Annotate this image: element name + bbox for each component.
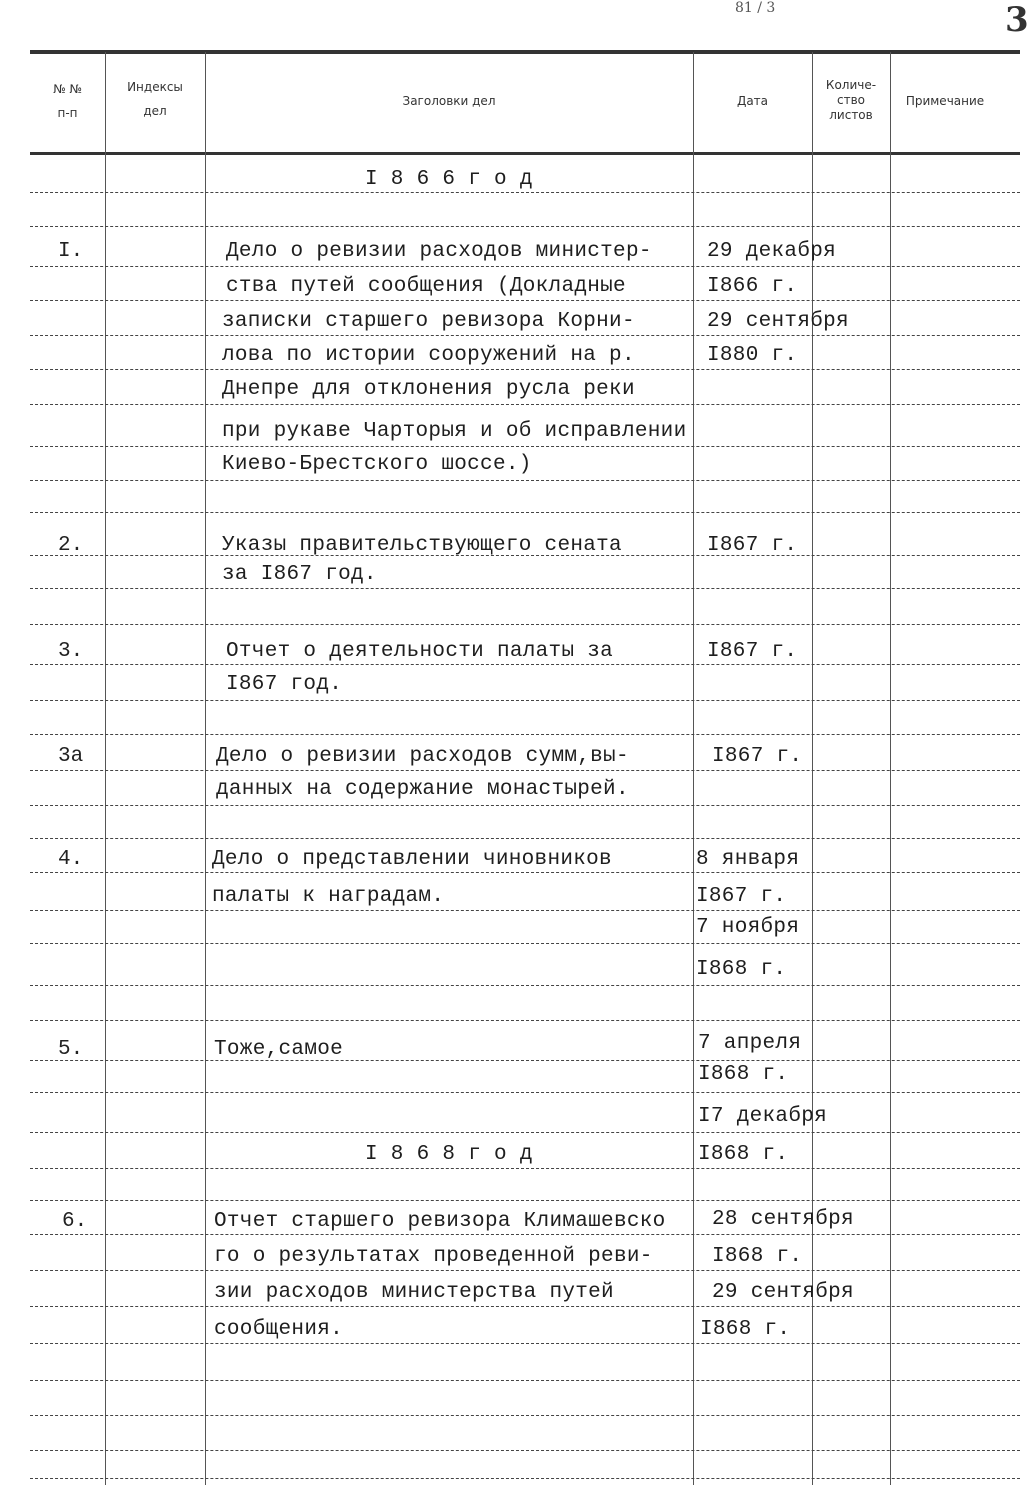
entry-title-line: Отчет о деятельности палаты за xyxy=(226,640,614,663)
entry-date: I868 г. xyxy=(698,1063,789,1086)
row-rule xyxy=(30,266,1020,267)
row-rule xyxy=(30,872,1020,873)
entry-number: 2. xyxy=(58,534,84,557)
header-bottom-rule xyxy=(30,152,1020,155)
row-rule xyxy=(30,192,1020,193)
row-rule xyxy=(30,1380,1020,1381)
row-rule xyxy=(30,910,1020,911)
header-index: Индексы дел xyxy=(127,80,183,118)
row-rule xyxy=(30,588,1020,589)
entry-title-line: палаты к наградам. xyxy=(212,885,445,908)
entry-title-line: Тоже,самое xyxy=(214,1038,344,1061)
row-rule xyxy=(30,226,1020,227)
row-rule xyxy=(30,1020,1020,1021)
entry-date: I868 г. xyxy=(712,1245,803,1268)
entry-date: I880 г. xyxy=(707,344,798,367)
header-sheets: Количе- ство листов xyxy=(825,78,877,122)
row-rule xyxy=(30,1168,1020,1169)
entry-title-line: Указы правительствующего сената xyxy=(222,534,622,557)
row-rule xyxy=(30,734,1020,735)
header-top-rule xyxy=(30,50,1020,54)
row-rule xyxy=(30,985,1020,986)
entry-date: I867 г. xyxy=(712,745,803,768)
entry-title-line: при рукаве Чарторыя и об исправлении xyxy=(222,420,687,443)
entry-title-line: Днепре для отклонения русла реки xyxy=(222,378,635,401)
page-number: 3 xyxy=(1005,0,1029,40)
entry-title-line: за I867 год. xyxy=(222,563,377,586)
entry-date: I867 г. xyxy=(707,640,798,663)
row-rule xyxy=(30,943,1020,944)
row-rule xyxy=(30,335,1020,336)
entry-number: 6. xyxy=(62,1210,88,1233)
row-rule xyxy=(30,1060,1020,1061)
entry-date: 7 апреля xyxy=(698,1032,802,1055)
row-rule xyxy=(30,770,1020,771)
entry-title-line: го о результатах проведенной реви- xyxy=(214,1245,653,1268)
entry-title-line: зии расходов министерства путей xyxy=(214,1281,614,1304)
entry-date: 29 сентября xyxy=(712,1281,854,1304)
row-rule xyxy=(30,480,1020,481)
entry-date: 29 декабря xyxy=(707,240,837,263)
entry-title-line: ства путей сообщения (Докладные xyxy=(226,275,626,298)
row-rule xyxy=(30,1270,1020,1271)
row-rule xyxy=(30,664,1020,665)
entry-date: 28 сентября xyxy=(712,1208,854,1231)
entry-date: I866 г. xyxy=(707,275,798,298)
entry-date: I868 г. xyxy=(696,958,787,981)
row-rule xyxy=(30,1415,1020,1416)
row-rule xyxy=(30,1343,1020,1344)
handwritten-note: 81 / 3 xyxy=(735,0,776,16)
header-note: Примечание xyxy=(905,94,985,108)
row-rule xyxy=(30,1132,1020,1133)
row-rule xyxy=(30,805,1020,806)
entry-date: 8 января xyxy=(696,848,800,871)
entry-date: 7 ноября xyxy=(696,916,800,939)
entry-title-line: Дело о ревизии расходов сумм,вы- xyxy=(216,745,629,768)
entry-title-line: Дело о ревизии расходов министер- xyxy=(226,240,652,263)
entry-title-line: Дело о представлении чиновников xyxy=(212,848,612,871)
entry-date: I868 г. xyxy=(698,1143,789,1166)
row-rule xyxy=(30,1234,1020,1235)
row-rule xyxy=(30,404,1020,405)
entry-date: I868 г. xyxy=(700,1318,791,1341)
header-title: Заголовки дел xyxy=(402,94,496,108)
entry-date: 29 сентября xyxy=(707,310,849,333)
entry-number: 3а xyxy=(58,745,84,768)
row-rule xyxy=(30,624,1020,625)
entry-number: I. xyxy=(58,240,84,263)
entry-date: I867 г. xyxy=(707,534,798,557)
entry-number: 5. xyxy=(58,1038,84,1061)
entry-title-line: I867 год. xyxy=(226,673,343,696)
row-rule xyxy=(30,446,1020,447)
row-rule xyxy=(30,369,1020,370)
entry-date: I867 г. xyxy=(696,885,787,908)
row-rule xyxy=(30,1450,1020,1451)
row-rule xyxy=(30,1478,1020,1479)
year-heading: I 8 6 6 г о д xyxy=(365,168,533,191)
header-date: Дата xyxy=(736,94,769,108)
row-rule xyxy=(30,1306,1020,1307)
row-rule xyxy=(30,512,1020,513)
entry-number: 3. xyxy=(58,640,84,663)
entry-title-line: сообщения. xyxy=(214,1318,344,1341)
entry-title-line: Отчет старшего ревизора Климашевско xyxy=(214,1210,666,1233)
entry-title-line: данных на содержание монастырей. xyxy=(216,778,629,801)
row-rule xyxy=(30,838,1020,839)
row-rule xyxy=(30,700,1020,701)
entry-number: 4. xyxy=(58,848,84,871)
entry-date: I7 декабря xyxy=(698,1105,828,1128)
row-rule xyxy=(30,1200,1020,1201)
entry-title-line: записки старшего ревизора Корни- xyxy=(222,310,635,333)
year-heading: I 8 6 8 г о д xyxy=(365,1143,533,1166)
row-rule xyxy=(30,1092,1020,1093)
row-rule xyxy=(30,300,1020,301)
entry-title-line: Киево-Брестского шоссе.) xyxy=(222,453,532,476)
header-number: № № п-п xyxy=(53,82,82,120)
entry-title-line: лова по истории сооружений на р. xyxy=(222,344,635,367)
